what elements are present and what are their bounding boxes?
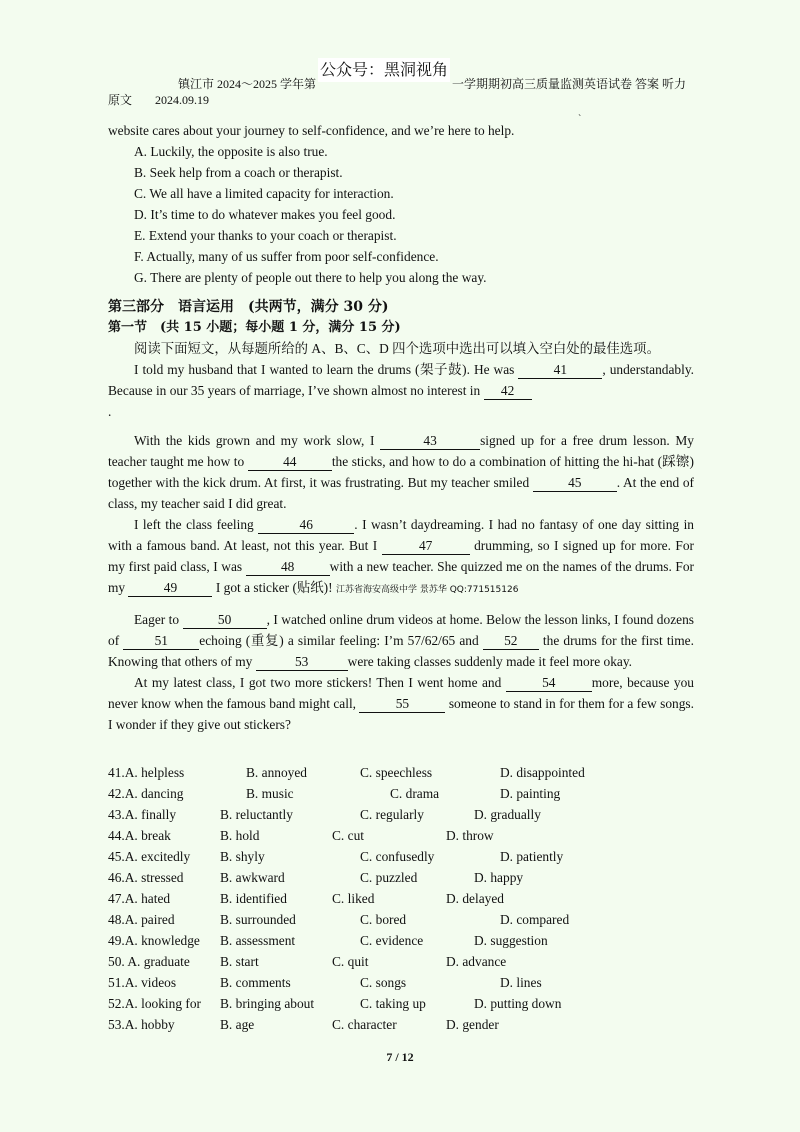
choice-option: 49.A. knowledge (108, 933, 200, 948)
choice-row (108, 972, 694, 993)
choice-option: D. painting (500, 786, 561, 801)
choice-option: D. happy (474, 870, 524, 885)
choice-option: C. character (332, 1017, 397, 1032)
choice-option: D. lines (500, 975, 542, 990)
blank-43: 43 (380, 433, 480, 450)
choice-option: B. music (246, 786, 294, 801)
choice-option: 45.A. excitedly (108, 849, 191, 864)
option-f: F. Actually, many of us suffer from poor self-confidence. (134, 249, 439, 264)
choice-option: D. compared (500, 912, 570, 927)
choices-list (108, 762, 694, 1035)
choice-option: D. advance (446, 954, 507, 969)
paragraph-2: With the kids grown and my work slow, I 43 signed up for a free drum lesson. My teacher taught me how to 44 the sticks, and how to do a combination of hitting the hi-hat (踩镲) together with the kick drum. At first, it was frustrating. But my teacher smiled 45 . At the end of class, my teacher said I did great. (108, 433, 694, 511)
paragraph-5: At my latest class, I got two more stickers! Then I went home and 54 more, because you never know when the famous band might call, 55 someone to stand in for them for a few songs. I wonder if they give out stickers? (108, 675, 694, 732)
choice-option: B. shyly (220, 849, 265, 864)
choice-option: 43.A. finally (108, 807, 177, 822)
choice-option: 48.A. paired (108, 912, 175, 927)
choice-option: B. surrounded (220, 912, 296, 927)
section1-title: 第一节 (共 15 小题；每小题 1 分，满分 15 分) (108, 320, 401, 335)
choice-option: C. liked (332, 891, 375, 906)
part3-title: 第三部分 语言运用 (共两节，满分 30 分) (108, 299, 389, 315)
page-number: 7 / 12 (386, 1050, 414, 1064)
choice-option: 46.A. stressed (108, 870, 184, 885)
paragraph-4: Eager to 50 , I watched online drum videos at home. Below the lesson links, I found dozens of 51 echoing (重复) a similar feeling: I’m 57/62/65 and 52 the drums for the first time. Knowing that others of my 53 were taking classes suddenly made it feel more okay. (108, 612, 694, 669)
blank-45: 45 (533, 475, 617, 492)
choice-row (108, 888, 694, 909)
choice-option: 52.A. looking for (108, 996, 201, 1011)
choice-option: D. gradually (474, 807, 541, 822)
choice-option: C. puzzled (360, 870, 418, 885)
choice-option: 42.A. dancing (108, 786, 184, 801)
blank-47: 47 (382, 538, 470, 555)
choice-option: B. annoyed (246, 765, 307, 780)
choice-option: 51.A. videos (108, 975, 177, 990)
choice-option: B. bringing about (220, 996, 315, 1011)
blank-44: 44 (248, 454, 332, 471)
choice-option: C. speechless (360, 765, 433, 780)
option-d: D. It’s time to do whatever makes you feel good. (134, 207, 396, 222)
choice-option: C. drama (390, 786, 440, 801)
choice-option: C. taking up (360, 996, 426, 1011)
choice-option: B. age (220, 1017, 255, 1032)
choice-option: D. patiently (500, 849, 564, 864)
blank-54: 54 (506, 675, 592, 692)
choice-row (108, 867, 694, 888)
choice-row (108, 825, 694, 846)
choice-option: B. assessment (220, 933, 296, 948)
choice-row (108, 783, 694, 804)
choice-row (108, 804, 694, 825)
stray-mark: ˋ (578, 114, 582, 125)
option-c: C. We all have a limited capacity for interaction. (134, 186, 394, 201)
blank-42: 42 (484, 383, 532, 400)
choice-row (108, 1014, 694, 1035)
choice-option: D. delayed (446, 891, 505, 906)
blank-41: 41 (518, 362, 602, 379)
choice-option: B. identified (220, 891, 287, 906)
choice-row (108, 846, 694, 867)
choice-option: D. gender (446, 1017, 499, 1032)
choice-option: 50. A. graduate (108, 954, 190, 969)
paragraph-3: I left the class feeling 46 . I wasn’t daydreaming. I had no fantasy of one day sitting in with a famous band. At least, not this year. But I 47 drumming, so I signed up for more. For my first paid class, I was 48 with a new teacher. She quizzed me on the names of the drums. For my 49 I got a sticker (贴纸)! 江苏省海安高级中学 景苏华 QQ:771515126 (108, 517, 695, 595)
intro-line: website cares about your journey to self-confidence, and we’re here to help. (108, 123, 515, 138)
choice-option: D. disappointed (500, 765, 585, 780)
paragraph-1: I told my husband that I wanted to learn the drums (架子鼓). He was 41 , understandably. Because in our 35 years of marriage, I’ve shown almost no interest in 42 . (108, 362, 694, 419)
header-line2 (108, 92, 229, 108)
blank-49: 49 (128, 580, 212, 597)
instruction: 阅读下面短文，从每题所给的 A、B、C、D 四个选项中选出可以填入空白处的最佳选项。 (134, 341, 660, 356)
choice-row (108, 762, 694, 783)
choice-row (108, 930, 694, 951)
choice-option: 44.A. break (108, 828, 171, 843)
option-b: B. Seek help from a coach or therapist. (134, 165, 343, 180)
choice-row (108, 909, 694, 930)
header-label: 原文 (108, 93, 133, 107)
option-e: E. Extend your thanks to your coach or therapist. (134, 228, 397, 243)
source-note: 江苏省海安高级中学 景苏华 QQ:771515126 (335, 585, 519, 595)
choice-option: C. regularly (360, 807, 424, 822)
blank-46: 46 (258, 517, 354, 534)
header-title-right: 一学期期初高三质量监测英语试卷 答案 听力 (452, 77, 687, 91)
choice-option: B. reluctantly (220, 807, 293, 822)
choice-option: B. comments (220, 975, 291, 990)
blank-52: 52 (483, 633, 539, 650)
choice-option: C. bored (360, 912, 407, 927)
choice-option: 53.A. hobby (108, 1017, 175, 1032)
choice-option: 41.A. helpless (108, 765, 185, 780)
choice-option: C. quit (332, 954, 369, 969)
choice-option: B. start (220, 954, 259, 969)
choice-option: C. evidence (360, 933, 424, 948)
choice-option: C. confusedly (360, 849, 435, 864)
blank-48: 48 (246, 559, 330, 576)
document-body (108, 120, 694, 735)
choice-row (108, 993, 694, 1014)
choice-option: D. suggestion (474, 933, 548, 948)
blank-51: 51 (123, 633, 199, 650)
blank-50: 50 (183, 612, 267, 629)
choice-option: C. songs (360, 975, 407, 990)
blank-53: 53 (256, 654, 348, 671)
choice-option: B. hold (220, 828, 260, 843)
choice-option: 47.A. hated (108, 891, 171, 906)
header-date: 2024.09.19 (155, 93, 210, 107)
choice-row (108, 951, 694, 972)
option-g: G. There are plenty of people out there to help you along the way. (134, 270, 487, 285)
blank-55: 55 (359, 696, 445, 713)
header-title-left: 镇江市 2024～2025 学年第 (178, 77, 317, 91)
option-a: A. Luckily, the opposite is also true. (134, 144, 328, 159)
choice-option: D. putting down (474, 996, 562, 1011)
choice-option: B. awkward (220, 870, 285, 885)
choice-option: C. cut (332, 828, 364, 843)
choice-option: D. throw (446, 828, 494, 843)
watermark-banner: 公众号：黑洞视角 (318, 58, 450, 82)
